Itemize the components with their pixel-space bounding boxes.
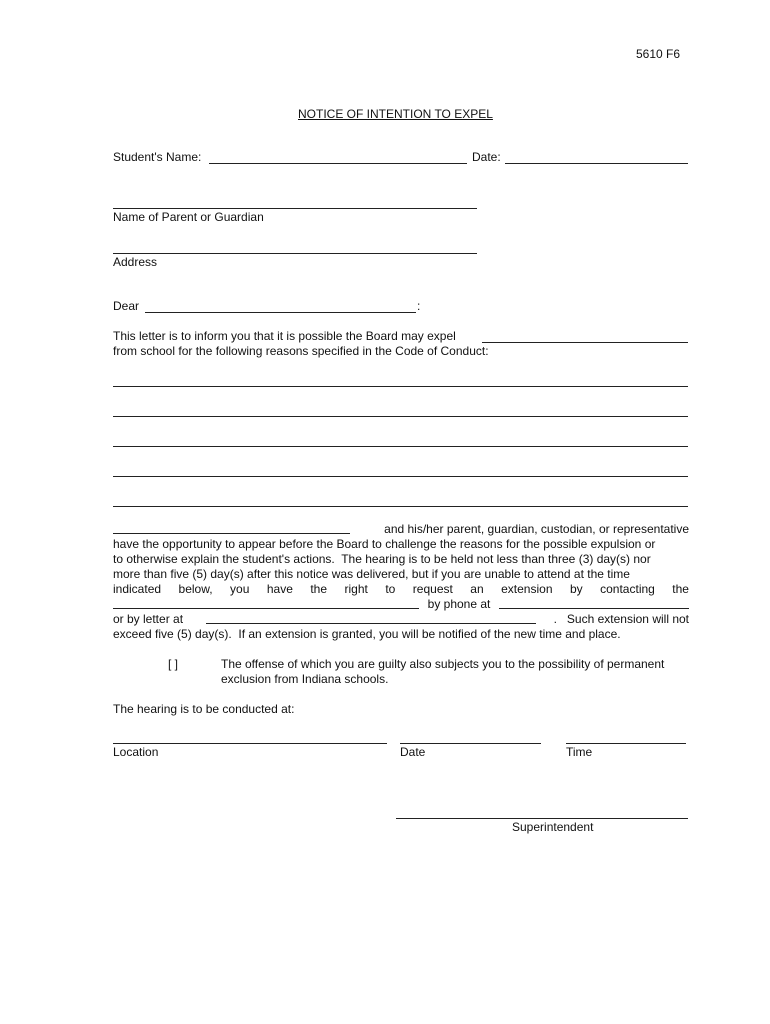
address-field[interactable] — [113, 253, 477, 254]
parent-name-field[interactable] — [113, 208, 477, 209]
body-line-6 — [113, 597, 689, 612]
superintendent-signature-field[interactable] — [396, 818, 688, 819]
option-line-2: exclusion from Indiana schools. — [221, 672, 389, 686]
expel-student-field[interactable] — [482, 342, 688, 343]
hearing-label: The hearing is to be conducted at: — [113, 702, 295, 716]
body-word: an — [470, 582, 484, 596]
location-label: Location — [113, 745, 159, 759]
letter-label: or by letter at — [113, 612, 184, 626]
parent-name-label: Name of Parent or Guardian — [113, 210, 264, 224]
permanent-exclusion-text — [221, 657, 689, 687]
body-word: contacting — [600, 582, 655, 596]
body-line-1 — [113, 522, 689, 537]
location-field[interactable] — [113, 743, 387, 744]
dear-name-field[interactable] — [145, 312, 416, 313]
reason-line[interactable] — [113, 416, 688, 417]
body-line-2: have the opportunity to appear before the Board to challenge the reasons for the possible expulsion or — [113, 537, 656, 551]
body-word: have — [266, 582, 293, 596]
hearing-time-label: Time — [566, 745, 593, 759]
extension-text: . Such extension will not — [553, 612, 689, 626]
body-word: you — [230, 582, 250, 596]
permanent-exclusion-checkbox[interactable]: [ ] — [168, 657, 179, 671]
superintendent-label: Superintendent — [512, 820, 594, 834]
hearing-date-field[interactable] — [400, 743, 541, 744]
body-line-3: to otherwise explain the student's actions. The hearing is to be held not less than three (3) day(s) nor — [113, 552, 651, 566]
dear-colon: : — [417, 299, 421, 313]
body-line-7 — [113, 612, 689, 627]
intro-line-2: from school for the following reasons specified in the Code of Conduct: — [113, 344, 489, 358]
hearing-date-label: Date — [400, 745, 426, 759]
address-label: Address — [113, 255, 158, 269]
contact-name-blank[interactable] — [113, 597, 419, 609]
date-field[interactable] — [505, 163, 688, 164]
reason-line[interactable] — [113, 506, 688, 507]
body-word: extension — [501, 582, 553, 596]
contact-phone-blank[interactable] — [499, 597, 689, 609]
student-name-blank[interactable] — [113, 522, 350, 534]
contact-address-blank[interactable] — [206, 612, 536, 624]
dear-label: Dear — [113, 299, 140, 313]
body-word: indicated — [113, 582, 162, 596]
student-name-field[interactable] — [209, 163, 467, 164]
reason-line[interactable] — [113, 386, 688, 387]
body-word: to — [385, 582, 396, 596]
phone-label: by phone at — [427, 597, 491, 611]
body-word: the — [672, 582, 689, 596]
body-word: below, — [178, 582, 213, 596]
body-word: right — [344, 582, 368, 596]
form-title: NOTICE OF INTENTION TO EXPEL — [298, 107, 493, 121]
body-line-1-text: and his/her parent, guardian, custodian, or representative — [384, 522, 689, 536]
body-line-8: exceed five (5) day(s). If an extension is granted, you will be notified of the new time and place. — [113, 627, 621, 641]
body-word: request — [412, 582, 453, 596]
date-label: Date: — [472, 150, 501, 164]
body-word: by — [569, 582, 583, 596]
body-paragraph — [113, 522, 689, 642]
body-line-5 — [113, 582, 689, 597]
reason-line[interactable] — [113, 446, 688, 447]
body-line-4: more than five (5) day(s) after this notice was delivered, but if you are unable to attend at the time — [113, 567, 630, 581]
intro-line-1: This letter is to inform you that it is possible the Board may expel — [113, 329, 456, 343]
option-line-1: The offense of which you are guilty also subjects you to the possibility of permanent — [221, 657, 665, 671]
hearing-time-field[interactable] — [566, 743, 686, 744]
reason-line[interactable] — [113, 476, 688, 477]
body-word: the — [310, 582, 328, 596]
form-number: 5610 F6 — [636, 47, 681, 61]
student-name-label: Student's Name: — [113, 150, 202, 164]
